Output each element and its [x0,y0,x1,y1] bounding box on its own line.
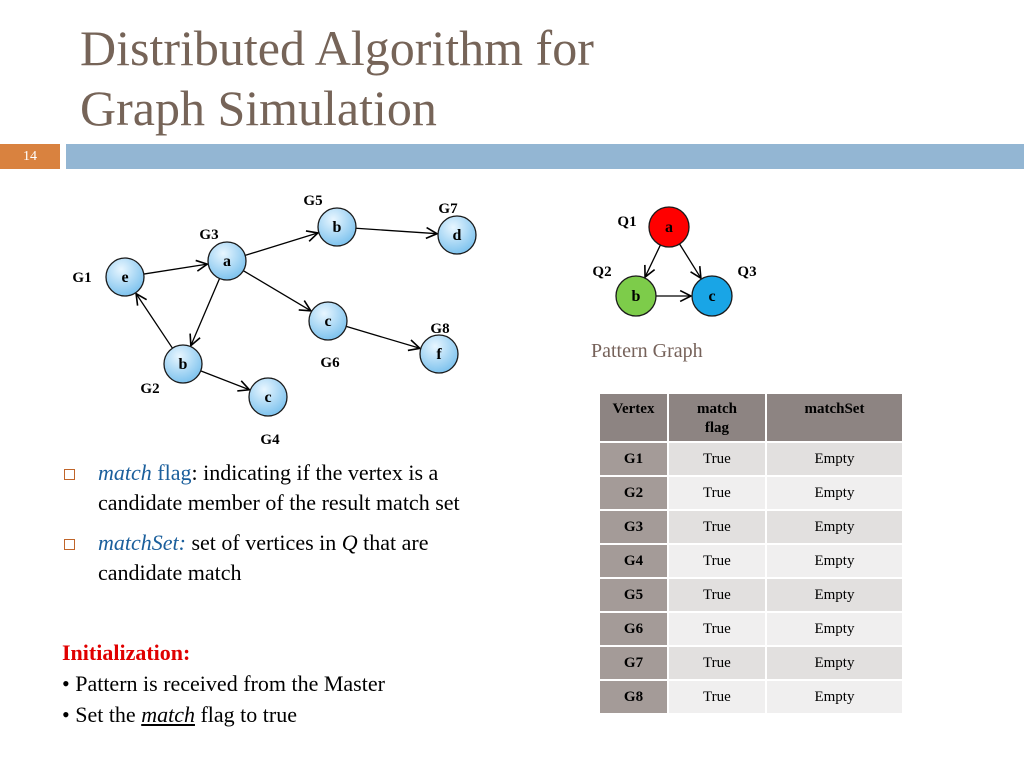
cell-vertex: G1 [599,442,668,476]
bullet-match-flag [62,458,512,518]
cell-flag: True [668,680,766,714]
bullet-list [62,458,512,598]
cell-vertex: G4 [599,544,668,578]
slide-number: 14 [0,144,60,169]
pattern-graph [592,207,756,316]
edge-G1-G3 [144,264,207,274]
col-header-match-flag-line1: match [696,401,737,417]
edge-G3-G5 [245,233,318,255]
node-id-G2: G2 [140,381,160,397]
node-id-G8: G8 [430,321,450,337]
col-header-match-flag [668,393,766,442]
col-header-matchset: matchSet [766,393,903,442]
cell-set: Empty [766,510,903,544]
node-label-G4: c [264,389,272,406]
node-id-G6: G6 [320,355,340,371]
node-id-Q2: Q2 [592,264,612,280]
node-label-G2: b [178,356,188,373]
table-row [599,544,903,578]
edge-G3-G2 [191,278,220,345]
node-id-Q1: Q1 [617,214,637,230]
init-step-2-match-term: match [141,702,195,727]
edge-Q1-Q2 [645,245,660,277]
edge-G6-G8 [346,326,420,348]
cell-set: Empty [766,476,903,510]
slide-title-line-2: Graph Simulation [80,80,437,136]
square-bullet-icon [64,469,75,480]
initialization-title: Initialization: [62,640,191,665]
cell-set: Empty [766,680,903,714]
node-label-G3: a [223,253,231,270]
matchset-description-1: set of vertices in [185,530,342,555]
data-graph [72,193,476,448]
slide-title [80,18,980,138]
cell-set: Empty [766,544,903,578]
table-row [599,510,903,544]
cell-flag: True [668,442,766,476]
pattern-graph-caption: Pattern Graph [591,340,703,362]
square-bullet-icon [64,539,75,550]
table-row [599,476,903,510]
match-term: match [98,460,152,485]
node-id-G5: G5 [303,193,323,209]
initialization-step-2 [62,699,385,730]
table-header-row [599,393,903,442]
cell-set: Empty [766,578,903,612]
node-label-Q3: c [708,288,716,305]
initialization-block [62,637,385,730]
cell-vertex: G3 [599,510,668,544]
cell-flag: True [668,510,766,544]
table-row [599,646,903,680]
table-row [599,680,903,714]
node-label-G1: e [121,269,129,286]
cell-vertex: G7 [599,646,668,680]
cell-vertex: G2 [599,476,668,510]
matchset-description-2: that are candidate match [98,530,429,585]
node-label-G7: d [452,227,462,244]
cell-set: Empty [766,442,903,476]
cell-flag: True [668,578,766,612]
match-table [598,392,904,715]
slide-title-line-1: Distributed Algorithm for [80,20,594,76]
bullet-matchset [62,528,512,588]
table-row [599,612,903,646]
cell-flag: True [668,544,766,578]
col-header-vertex: Vertex [599,393,668,442]
col-header-match-flag-line2: flag [704,420,730,436]
node-id-G3: G3 [199,227,219,243]
initialization-step-1: • Pattern is received from the Master [62,671,385,696]
node-id-G7: G7 [438,201,458,217]
cell-set: Empty [766,612,903,646]
table-row [599,578,903,612]
matchset-term: matchSet: [98,530,186,555]
init-step-2-suffix: flag to true [194,702,297,727]
q-symbol: Q [341,530,358,555]
node-id-Q3: Q3 [737,264,757,280]
table-row [599,442,903,476]
node-label-G6: c [324,313,332,330]
cell-flag: True [668,612,766,646]
match-flag-description: : indicating if the vertex is a candidate member of the result match set [98,460,460,515]
edge-Q1-Q3 [680,244,701,278]
node-id-G4: G4 [260,432,280,448]
node-id-G1: G1 [72,270,92,286]
edge-G3-G6 [243,271,310,311]
edge-G2-G1 [136,294,172,349]
init-step-2-prefix: • Set the [62,702,142,727]
node-label-G5: b [332,219,342,236]
cell-flag: True [668,476,766,510]
title-accent-bar [66,144,1024,169]
node-label-G8: f [436,346,442,363]
cell-vertex: G6 [599,612,668,646]
flag-term: flag [151,460,192,485]
edge-G2-G4 [201,371,250,390]
cell-set: Empty [766,646,903,680]
cell-vertex: G5 [599,578,668,612]
cell-flag: True [668,646,766,680]
node-label-Q2: b [631,288,641,305]
node-label-Q1: a [665,219,673,236]
cell-vertex: G8 [599,680,668,714]
edge-G5-G7 [356,228,437,233]
